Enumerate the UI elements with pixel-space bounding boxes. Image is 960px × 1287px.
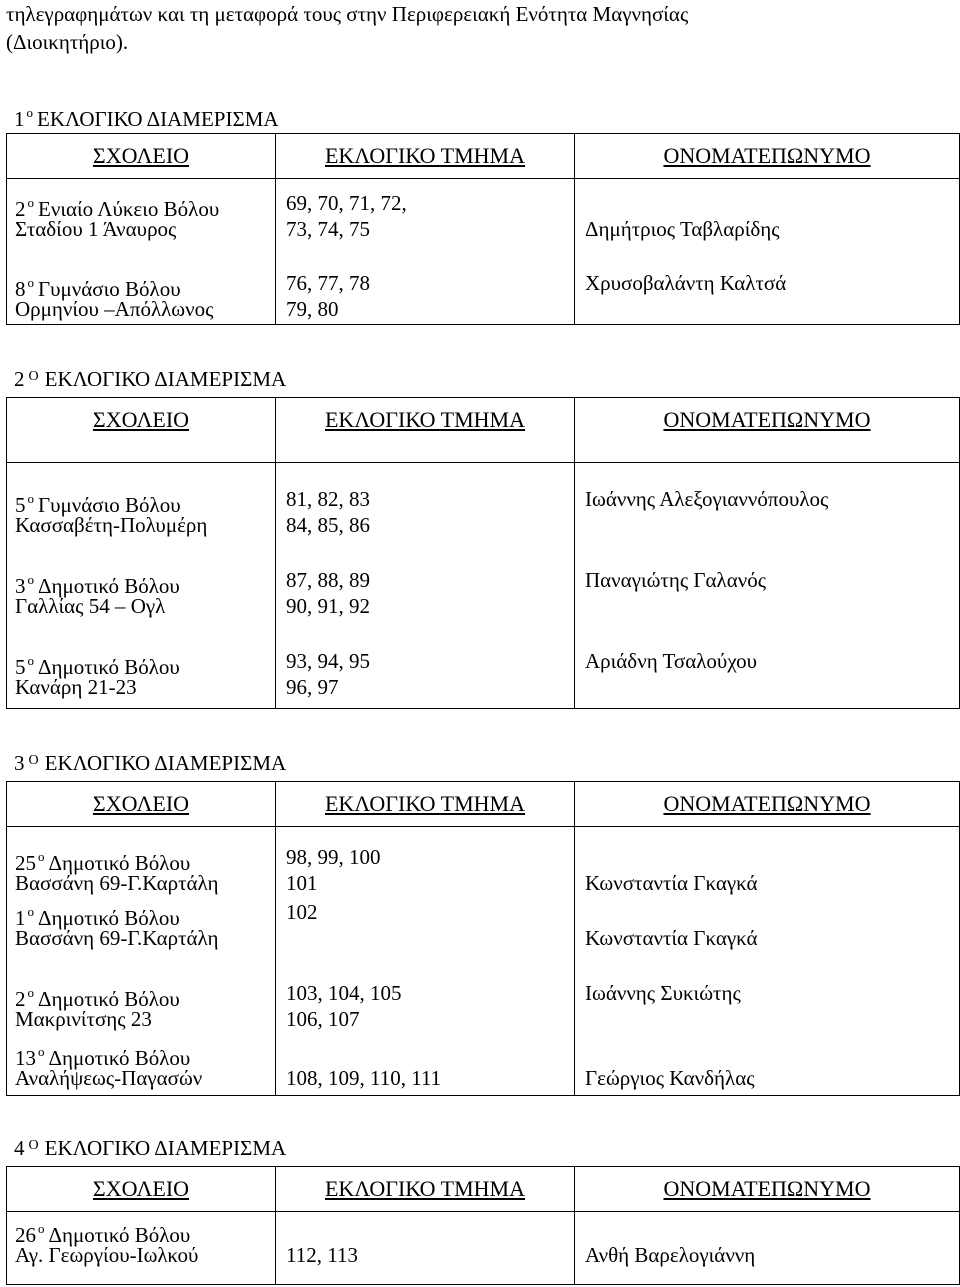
table-row-school: 1 $^o$ Δημοτικό Βόλου [15, 904, 180, 930]
district-number: 1 [14, 107, 25, 131]
header-section: ΕΚΛΟΓΙΚΟ ΤΜΗΜΑ [324, 143, 525, 168]
header-school: ΣΧΟΛΕΙΟ [92, 1176, 190, 1201]
table-row-school-address: Σταδίου 1 Άναυρος [15, 217, 177, 241]
table-row-name: Παναγιώτης Γαλανός [585, 568, 767, 592]
table-header-row [7, 1167, 959, 1212]
table-row-school: 25 $^o$ Δημοτικό Βόλου [15, 849, 191, 875]
district-2-title: 2 $^O$ ΕΚΛΟΓΙΚΟ ΔΙΑΜΕΡΙΣΜΑ [14, 367, 287, 391]
table-row-school-address: Γαλλίας 54 – Ογλ [15, 594, 166, 618]
table-row-school: 2 $^o$ Δημοτικό Βόλου [15, 985, 180, 1011]
table-row-school: 13 $^o$ Δημοτικό Βόλου [15, 1044, 191, 1070]
table-row-name: Κωνσταντία Γκαγκά [585, 871, 758, 895]
district-ordinal: ο [26, 105, 33, 120]
table-row-name: Ιωάννης Συκιώτης [585, 981, 741, 1005]
column-divider [574, 398, 575, 708]
table-row-school-address: Ορμηνίου –Απόλλωνος [15, 297, 214, 321]
table-row-sections: 93, 94, 95 [286, 649, 370, 673]
header-school: ΣΧΟΛΕΙΟ [92, 407, 190, 432]
district-1-title [14, 101, 279, 131]
table-row-sections: 98, 99, 100 [286, 845, 381, 869]
header-school: ΣΧΟΛΕΙΟ [92, 791, 190, 816]
table-row-school: 3 $^o$ Δημοτικό Βόλου [15, 572, 180, 598]
district-4-table [6, 1166, 960, 1285]
header-school: ΣΧΟΛΕΙΟ [92, 143, 190, 168]
table-row-sections: 87, 88, 89 [286, 568, 370, 592]
intro-line-2: (Διοικητήριο). [6, 30, 129, 54]
district-4-title: 4 $^O$ ΕΚΛΟΓΙΚΟ ΔΙΑΜΕΡΙΣΜΑ [14, 1136, 287, 1160]
table-row-name: Δημήτριος Ταβλαρίδης [585, 217, 780, 241]
header-name: ΟΝΟΜΑΤΕΠΩΝΥΜΟ [663, 143, 871, 168]
table-row-school: 5 $^o$ Δημοτικό Βόλου [15, 653, 180, 679]
table-row-school: 5 $^o$ Γυμνάσιο Βόλου [15, 491, 181, 517]
column-divider [275, 782, 276, 1095]
table-row-sections: 102 [286, 900, 318, 924]
table-row-school: 2 $^o$ Ενιαίο Λύκειο Βόλου [15, 195, 220, 221]
column-divider [574, 1167, 575, 1284]
intro-line-1: τηλεγραφημάτων και τη μεταφορά τους στην Περιφερειακή Ενότητα Μαγνησίας [6, 2, 689, 26]
table-row-sections: 73, 74, 75 [286, 217, 370, 241]
table-row-name: Ιωάννης Αλεξογιαννόπουλος [585, 487, 829, 511]
column-divider [574, 134, 575, 324]
table-row-sections: 81, 82, 83 [286, 487, 370, 511]
table-row-school: 26 $^o$ Δημοτικό Βόλου [15, 1221, 191, 1247]
table-row-name: Χρυσοβαλάντη Καλτσά [585, 271, 787, 295]
table-row-sections: 112, 113 [286, 1243, 358, 1267]
table-row-school-address: Κασσαβέτη-Πολυμέρη [15, 513, 208, 537]
district-2-table [6, 397, 960, 709]
table-row-sections: 84, 85, 86 [286, 513, 370, 537]
table-row-school-address: Κανάρη 21-23 [15, 675, 137, 699]
table-row-sections: 96, 97 [286, 675, 339, 699]
table-row-school-address: Βασσάνη 69-Γ.Καρτάλη [15, 871, 219, 895]
table-row-name: Αριάδνη Τσαλούχου [585, 649, 758, 673]
column-divider [275, 1167, 276, 1284]
table-row-school-address: Βασσάνη 69-Γ.Καρτάλη [15, 926, 219, 950]
header-section: ΕΚΛΟΓΙΚΟ ΤΜΗΜΑ [324, 1176, 525, 1201]
district-3-table [6, 781, 960, 1096]
header-section: ΕΚΛΟΓΙΚΟ ΤΜΗΜΑ [324, 407, 525, 432]
table-row-sections: 103, 104, 105 [286, 981, 402, 1005]
table-row-sections: 90, 91, 92 [286, 594, 370, 618]
table-row-sections: 106, 107 [286, 1007, 360, 1031]
table-row-sections: 108, 109, 110, 111 [286, 1066, 442, 1090]
table-row-sections: 76, 77, 78 [286, 271, 370, 295]
header-section: ΕΚΛΟΓΙΚΟ ΤΜΗΜΑ [324, 791, 525, 816]
table-row-school-address: Αγ. Γεωργίου-Ιωλκού [15, 1243, 199, 1267]
table-header-row [7, 134, 959, 179]
table-header-row [7, 782, 959, 827]
table-row-school-address: Μακρινίτσης 23 [15, 1007, 152, 1031]
table-row-school-address: Αναλήψεως-Παγασών [15, 1066, 203, 1090]
district-title-text: ΕΚΛΟΓΙΚΟ ΔΙΑΜΕΡΙΣΜΑ [37, 107, 279, 131]
table-row-school: 8 $^o$ Γυμνάσιο Βόλου [15, 275, 181, 301]
table-row-sections: 79, 80 [286, 297, 339, 321]
table-row-name: Γεώργιος Κανδήλας [585, 1066, 755, 1090]
table-row-sections: 101 [286, 871, 318, 895]
table-row-name: Ανθή Βαρελογιάννη [585, 1243, 756, 1267]
district-1-table [6, 133, 960, 325]
table-row-name: Κωνσταντία Γκαγκά [585, 926, 758, 950]
table-row-sections: 69, 70, 71, 72, [286, 191, 407, 215]
column-divider [275, 134, 276, 324]
header-name: ΟΝΟΜΑΤΕΠΩΝΥΜΟ [663, 407, 871, 432]
column-divider [574, 782, 575, 1095]
column-divider [275, 398, 276, 708]
table-header-row [7, 398, 959, 463]
header-name: ΟΝΟΜΑΤΕΠΩΝΥΜΟ [663, 1176, 871, 1201]
header-name: ΟΝΟΜΑΤΕΠΩΝΥΜΟ [663, 791, 871, 816]
district-3-title: 3 $^O$ ΕΚΛΟΓΙΚΟ ΔΙΑΜΕΡΙΣΜΑ [14, 751, 287, 775]
